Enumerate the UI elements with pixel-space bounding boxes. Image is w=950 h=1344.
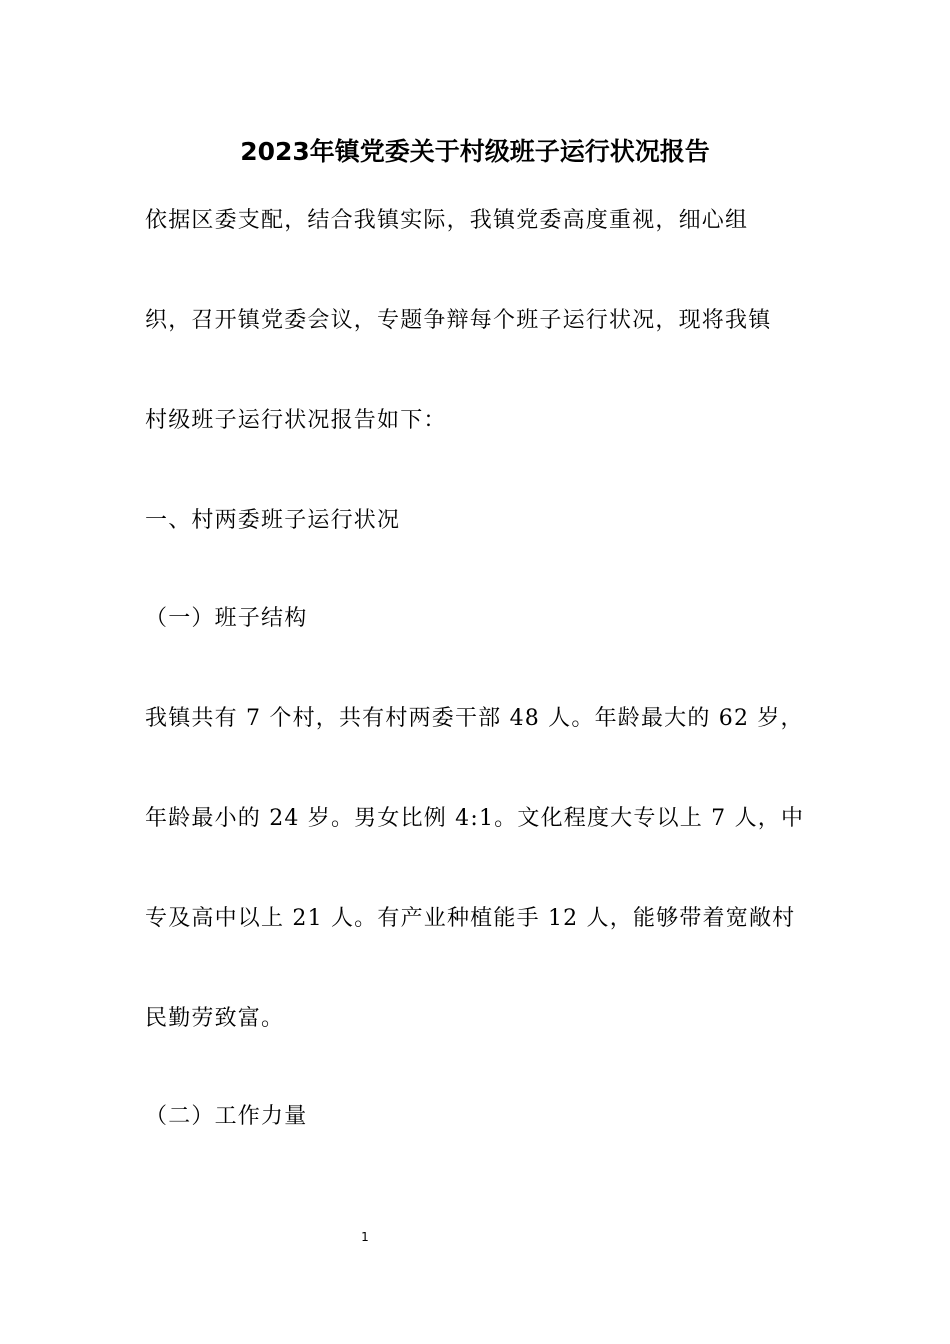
section-heading-1: 一、村两委班子运行状况	[145, 508, 401, 533]
body-line-6: 专及高中以上 21 人。有产业种植能手 12 人，能够带着宽敞村	[145, 906, 796, 931]
body-line-5: 年龄最小的 24 岁。男女比例 4:1。文化程度大专以上 7 人，中	[145, 806, 805, 831]
body-line-7: 民勤劳致富。	[145, 1006, 285, 1031]
body-line-4: 我镇共有 7 个村，共有村两委干部 48 人。年龄最大的 62 岁，	[145, 706, 804, 731]
body-line-3: 村级班子运行状况报告如下：	[145, 408, 447, 433]
subsection-heading-2: （二）工作力量	[145, 1104, 308, 1129]
page-number: 1	[361, 1230, 369, 1244]
subsection-heading-1: （一）班子结构	[145, 606, 308, 631]
body-line-2: 织，召开镇党委会议，专题争辩每个班子运行状况，现将我镇	[145, 308, 772, 333]
page-title: 2023年镇党委关于村级班子运行状况报告	[240, 137, 710, 166]
body-line-1: 依据区委支配，结合我镇实际，我镇党委高度重视，细心组	[145, 208, 749, 233]
